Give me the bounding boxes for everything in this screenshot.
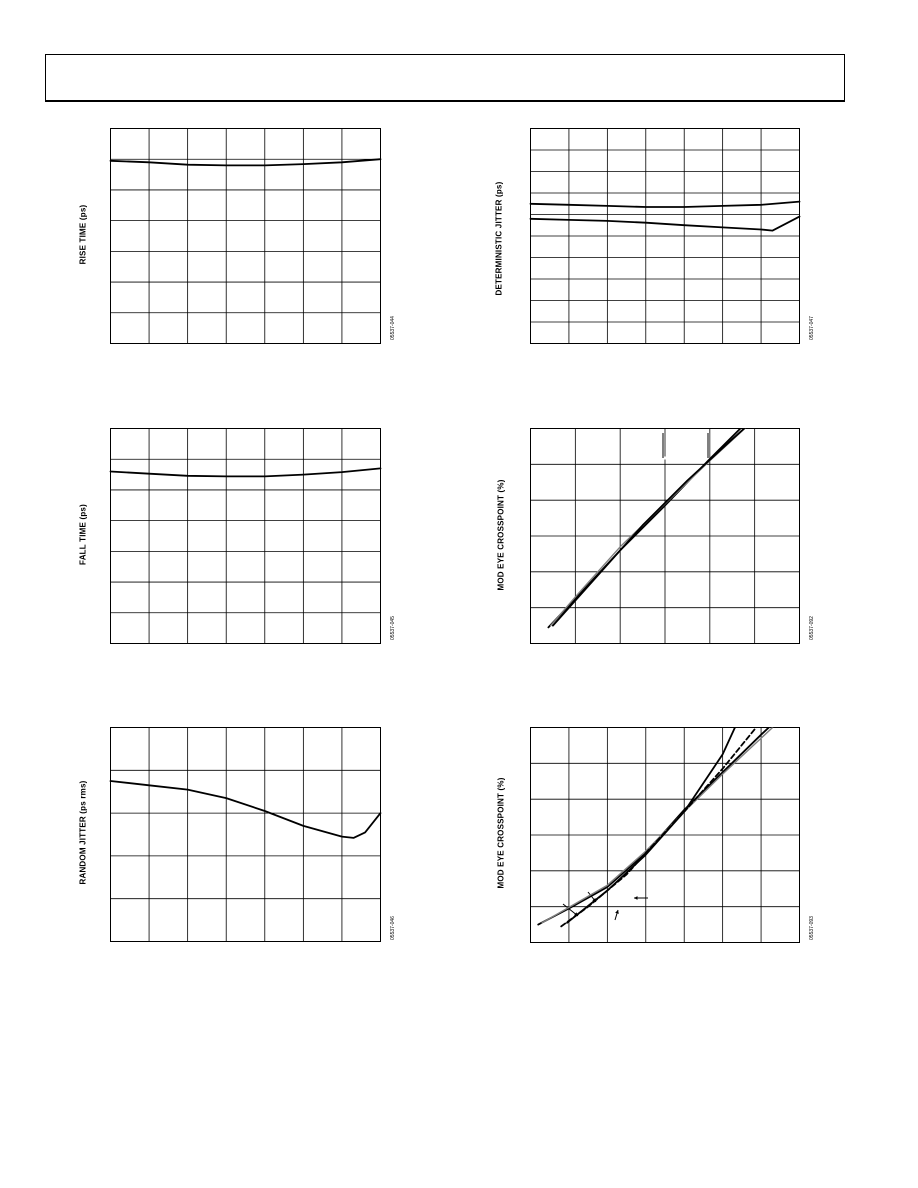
random-jitter-ylabel: RANDOM JITTER (ps rms) [78,780,88,885]
fall-time-ylabel: FALL TIME (ps) [78,504,88,565]
random-plot-frame [111,728,381,942]
crosspoint-2-ylabel: MOD EYE CROSSPOINT (%) [496,777,506,889]
crosspoint-2-figure-id: 05537-093 [809,916,815,940]
rise-time-chart [110,128,381,344]
random-jitter-figure-id: 05537-046 [390,916,396,940]
rise-plot-frame [111,129,381,344]
crosspoint-2-chart [530,727,800,943]
random-jitter-chart [110,727,381,942]
deterministic-jitter-figure-id: 05537-047 [809,316,815,340]
fall-time-figure-id: 05537-045 [390,616,396,640]
rise-time-figure-id: 05537-044 [390,316,396,340]
crosspoint-1-figure-id: 05537-092 [809,616,815,640]
fall-plot-frame [111,429,381,644]
rise-time-ylabel: RISE TIME (ps) [78,204,88,265]
crosspoint-1-chart [530,428,800,644]
fall-time-chart [110,428,381,644]
page-header-box [45,54,845,102]
crosspoint-1-ylabel: MOD EYE CROSSPOINT (%) [496,479,506,591]
deterministic-jitter-ylabel: DETERMINISTIC JITTER (ps) [494,181,504,296]
deterministic-jitter-chart [530,128,800,344]
